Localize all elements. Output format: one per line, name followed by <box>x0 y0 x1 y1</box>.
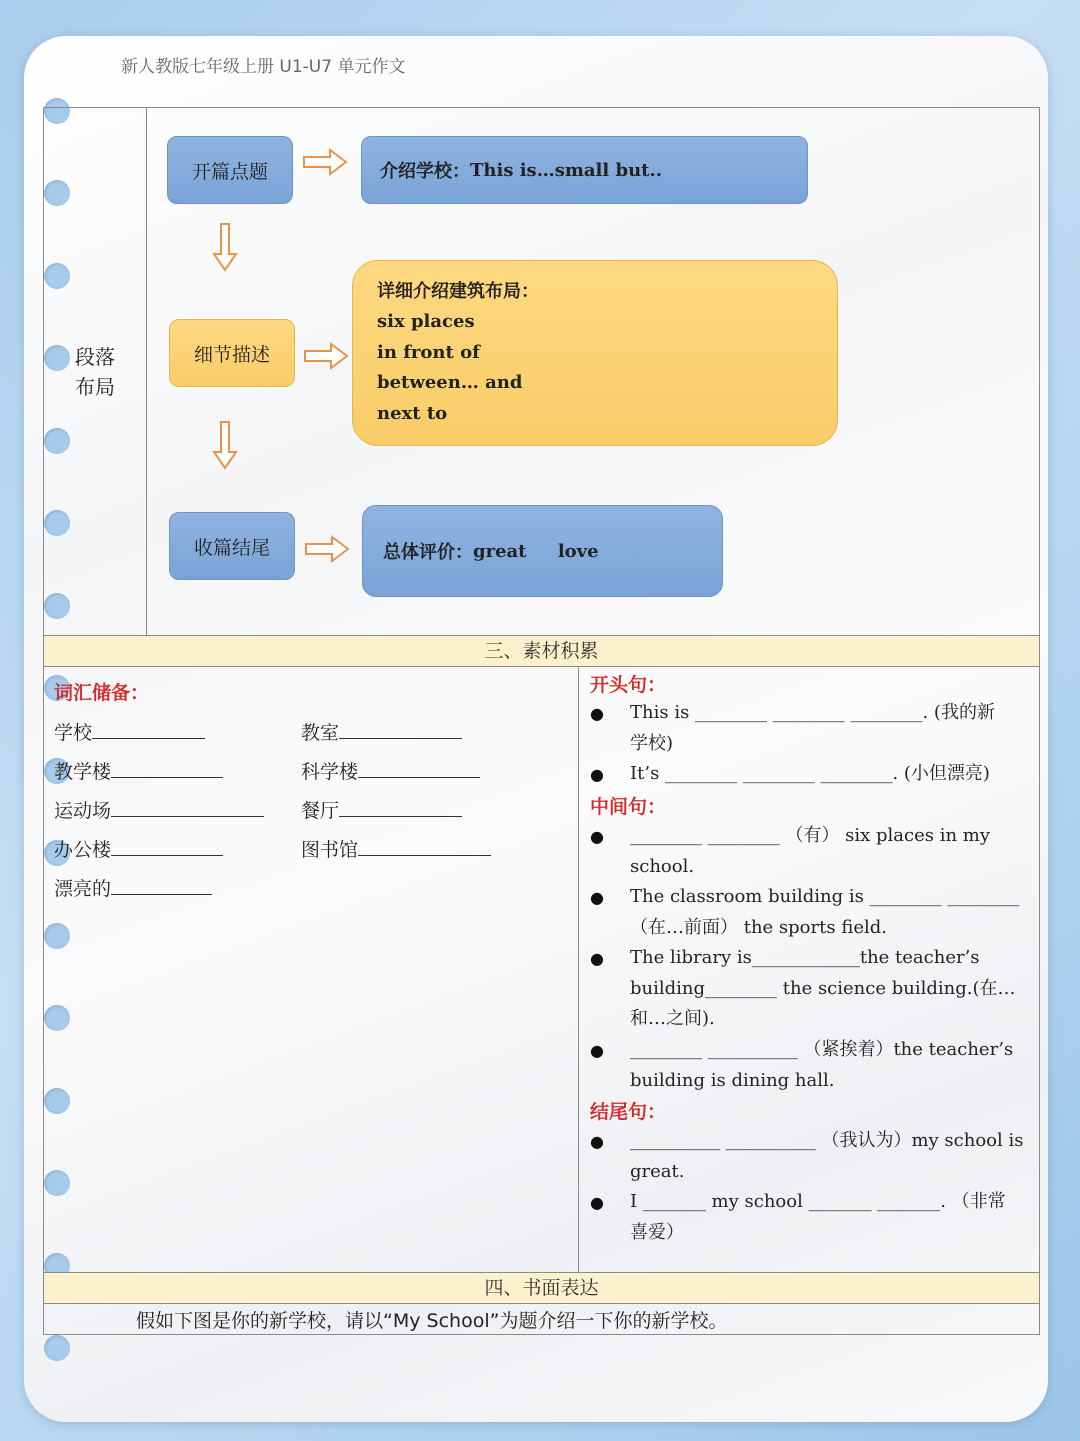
vocab-item: 学校 <box>54 718 205 745</box>
sentence-opening-1: This is ________ ________ ________. (我的新 学校) <box>630 702 995 754</box>
vocab-heading: 词汇储备： <box>54 682 150 704</box>
bullet: ● <box>590 1041 604 1060</box>
paragraph-layout-label: 段落 布局 <box>75 345 115 399</box>
sentence-middle-4: ________ __________ （紧挨着）the teacher’s building is dining hall. <box>630 1039 1014 1091</box>
bullet: ● <box>590 888 604 907</box>
sentence-ending-1: __________ __________ （我认为）my school is great. <box>630 1130 1024 1182</box>
detail-item: next to <box>377 402 448 424</box>
bullet: ● <box>590 765 604 784</box>
side-column-divider <box>146 108 147 635</box>
bullet: ● <box>590 1193 604 1212</box>
writing-task-prompt: 假如下图是你的新学校，请以“My School”为题介绍一下你的新学校。 <box>136 1310 728 1332</box>
step-detail-box: 细节描述 <box>169 319 295 387</box>
opening-heading: 开头句： <box>590 674 667 696</box>
material-column-divider <box>578 667 579 1272</box>
intro-box: 介绍学校： This is…small but.. <box>361 136 808 204</box>
arrow-down-icon <box>212 222 238 272</box>
section3-bar <box>44 636 1039 666</box>
sentence-opening-2: It’s ________ ________ ________. (小但漂亮) <box>630 763 990 784</box>
arrow-right-icon <box>303 342 349 370</box>
bullet: ● <box>590 1132 604 1151</box>
vocab-item: 运动场 <box>54 796 264 823</box>
step-opening-box: 开篇点题 <box>167 136 293 204</box>
vocab-item: 图书馆 <box>301 835 491 862</box>
bullet: ● <box>590 704 604 723</box>
detail-item: between… and <box>377 372 523 394</box>
step-ending-box: 收篇结尾 <box>169 512 295 580</box>
bullet: ● <box>590 827 604 846</box>
detail-item: in front of <box>377 341 480 363</box>
sentence-ending-2: I _______ my school _______ _______. （非常 喜爱） <box>630 1191 1006 1243</box>
sentence-middle-2: The classroom building is ________ ________ （在…前面） the sports field. <box>630 886 1020 938</box>
section4-title: 四、书面表达 <box>484 1277 599 1299</box>
conclusion-box: 总体评价： great love <box>362 505 723 597</box>
vocab-item: 漂亮的 <box>54 874 212 901</box>
vocab-item: 餐厅 <box>301 796 462 823</box>
ending-heading: 结尾句： <box>590 1101 667 1123</box>
middle-heading: 中间句： <box>590 796 667 818</box>
bullet: ● <box>590 949 604 968</box>
binder-hole <box>44 1335 70 1361</box>
sentence-middle-3: The library is____________the teacher’s building________ the science building.(在… 和…之间). <box>630 947 1016 1029</box>
vocab-item: 教室 <box>301 718 462 745</box>
vocab-item: 教学楼 <box>54 757 223 784</box>
row-divider <box>44 666 1039 667</box>
detail-box: 详细介绍建筑布局： six places in front of between… and next to <box>352 260 838 446</box>
arrow-right-icon <box>304 535 350 563</box>
section3-title: 三、素材积累 <box>484 640 599 662</box>
arrow-right-icon <box>302 148 348 176</box>
page-header: 新人教版七年级上册 U1-U7 单元作文 <box>121 57 406 77</box>
vocab-item: 办公楼 <box>54 835 223 862</box>
section4-bar <box>44 1273 1039 1303</box>
arrow-down-icon <box>212 420 238 470</box>
row-divider <box>44 1303 1039 1304</box>
sentence-middle-1: ________ ________ （有） six places in my school. <box>630 825 991 877</box>
detail-item: six places <box>377 311 475 333</box>
vocab-item: 科学楼 <box>301 757 480 784</box>
